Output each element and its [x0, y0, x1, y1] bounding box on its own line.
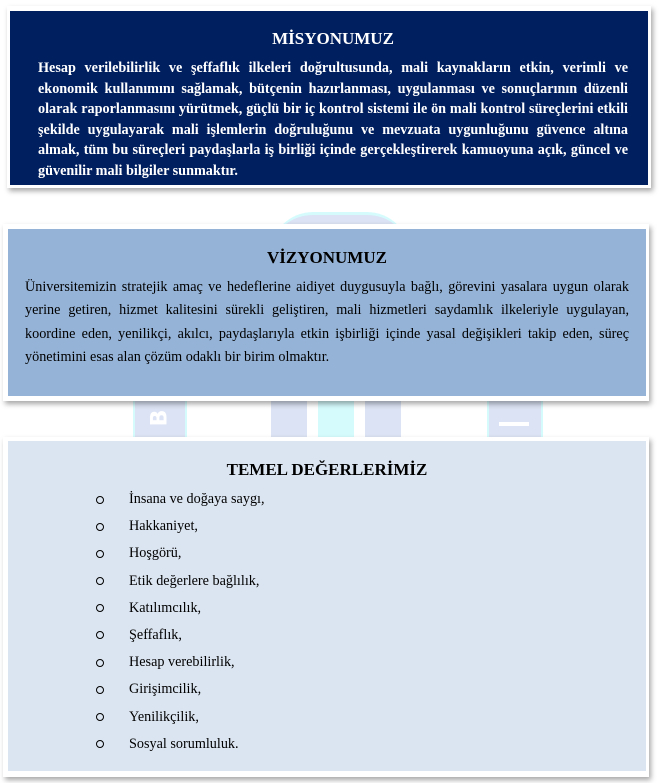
- watermark-logo-icon: [487, 398, 543, 438]
- list-item-label: Girişimcilik,: [129, 681, 202, 698]
- mission-panel: [7, 6, 651, 188]
- list-item-label: Hoşgörü,: [129, 545, 182, 562]
- hollow-circle-bullet-icon: [96, 731, 129, 758]
- list-item-label: İnsana ve doğaya saygı,: [129, 491, 265, 507]
- mission-text: Hesap verilebilirlik ve şeffaflık ilkeleri doğrultusunda, mali kaynakların etkin, verimli ve ekonomik kullanımını sağlamak, bütçenin hazırlanması, uygulanması ve sonuçlarının düzenli olarak raporlanmasını yürütmek, güçlü bir iç kontrol sistemi ile ön mali kontrol süreçlerini etkili şekilde uygulayarak mali işlemlerin doğruluğunu ve mevzuata uygunluğunu güvence altına almak, tüm bu süreçleri paydaşlarla iş birliği içinde gerçekleştirerek kamuoyuna açık, güncel ve güvenilir mali bilgiler sunmaktır.: [38, 60, 628, 179]
- hollow-circle-bullet-icon: [96, 513, 129, 540]
- list-item-label: Etik değerlere bağlılık,: [129, 572, 260, 589]
- hollow-circle-bullet-icon: [96, 595, 129, 622]
- watermark-logo-column: [271, 398, 307, 438]
- watermark-letter: B: [147, 409, 172, 427]
- list-item: [96, 513, 646, 540]
- hollow-circle-bullet-icon: [96, 568, 129, 595]
- watermark-logo-letter: [133, 398, 187, 438]
- list-item-label: Yenilikçilik,: [129, 708, 199, 725]
- core-values-list: [8, 486, 646, 758]
- list-item: [96, 568, 646, 595]
- list-item-label: Sosyal sorumluluk.: [129, 735, 239, 752]
- list-item: [96, 540, 646, 567]
- list-item-label: Şeffaflık,: [129, 626, 182, 643]
- list-item-label: Hakkaniyet,: [129, 518, 198, 535]
- core-values-title: TEMEL DEĞERLERİMİZ: [226, 460, 428, 479]
- list-item: [96, 622, 646, 649]
- list-item: [96, 595, 646, 622]
- mission-title: MİSYONUMUZ: [272, 29, 394, 48]
- core-values-panel-body: [8, 441, 646, 771]
- hollow-circle-bullet-icon: [96, 622, 129, 649]
- hollow-circle-bullet-icon: [96, 676, 129, 703]
- list-item: [96, 649, 646, 676]
- hollow-circle-bullet-icon: [96, 704, 129, 731]
- vision-text: Üniversitemizin stratejik amaç ve hedeflerine aidiyet duygusuyla bağlı, görevini yasalara uygun olarak yerine getiren, hizmet kalitesini sürekli geliştiren, mali hizmetleri saydamlık ilkeleriyle uygulayan, koordine eden, yenilikçi, akılcı, paydaşlarıyla etkin işbirliği içinde yasal değişikleri takip eden, süreç yönetimini esas alan çözüm odaklı bir birim olmaktır.: [25, 279, 629, 366]
- core-values-panel: [3, 437, 649, 777]
- hollow-circle-bullet-icon: [96, 649, 129, 676]
- vision-panel: [3, 224, 649, 401]
- mission-panel-body: [10, 11, 648, 185]
- list-item: [96, 731, 646, 758]
- vision-panel-body: [8, 229, 646, 396]
- list-item: [96, 676, 646, 703]
- hollow-circle-bullet-icon: [96, 486, 129, 513]
- vision-title: VİZYONUMUZ: [267, 248, 387, 267]
- list-item-label: Hesap verebilirlik,: [129, 654, 235, 671]
- watermark-logo-column: [365, 398, 401, 438]
- hollow-circle-bullet-icon: [96, 540, 129, 567]
- list-item: [96, 704, 646, 731]
- watermark-logo-column: [318, 398, 354, 438]
- list-item: [96, 486, 646, 513]
- list-item-label: Katılımcılık,: [129, 599, 202, 616]
